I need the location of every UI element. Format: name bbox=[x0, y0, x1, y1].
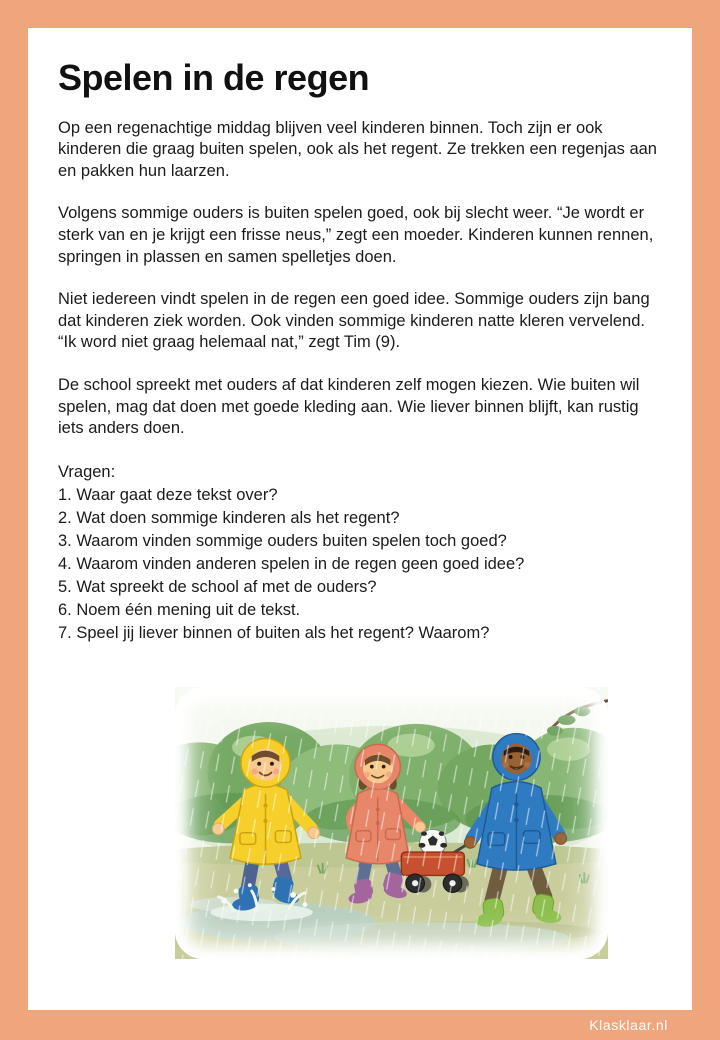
paragraph-2: Volgens sommige ouders is buiten spelen goed, ook bij slecht weer. “Je wordt er sterk van en je krijgt een frisse neus,” zegt een moeder. Kinderen kunnen rennen, springen in plassen en samen spelletjes doen. bbox=[58, 204, 654, 266]
paper-page bbox=[28, 28, 692, 1010]
questions-heading: Vragen: bbox=[58, 462, 116, 481]
question-7: 7. Speel jij liever binnen of buiten als het regent? Waarom? bbox=[58, 623, 490, 642]
paragraph-3: Niet iedereen vindt spelen in de regen een goed idee. Sommige ouders zijn bang dat kinderen ziek worden. Ook vinden sommige kinderen natte kleren vervelend. “Ik word niet graag helemaal nat,” zegt Tim (9). bbox=[58, 290, 650, 352]
question-5: 5. Wat spreekt de school af met de ouders? bbox=[58, 577, 377, 596]
rain-streaks-overlay bbox=[175, 687, 608, 959]
question-1: 1. Waar gaat deze tekst over? bbox=[58, 485, 278, 504]
rain-illustration-canvas bbox=[175, 687, 608, 959]
brand-watermark: Klasklaar.nl bbox=[589, 1017, 668, 1033]
question-6: 6. Noem één mening uit de tekst. bbox=[58, 600, 301, 619]
paragraph-4: De school spreekt met ouders af dat kinderen zelf mogen kiezen. Wie buiten wil spelen, mag dat doen met goede kleding aan. Wie liever binnen blijft, kan rustig iets anders doen. bbox=[58, 375, 640, 438]
page-title: Spelen in de regen bbox=[58, 57, 370, 98]
page-content bbox=[28, 28, 692, 959]
paragraph-1: Op een regenachtige middag blijven veel kinderen binnen. Toch zijn er ook kinderen die graag buiten spelen, ook als het regent. Ze trekken een regenjas aan en pakken hun laarzen. bbox=[58, 118, 657, 180]
questions-list bbox=[58, 461, 658, 645]
rain-illustration bbox=[175, 687, 608, 959]
article-body bbox=[58, 118, 658, 440]
question-3: 3. Waarom vinden sommige ouders buiten spelen toch goed? bbox=[58, 531, 507, 550]
question-4: 4. Waarom vinden anderen spelen in de regen geen goed idee? bbox=[58, 554, 525, 573]
question-2: 2. Wat doen sommige kinderen als het regent? bbox=[58, 508, 400, 527]
